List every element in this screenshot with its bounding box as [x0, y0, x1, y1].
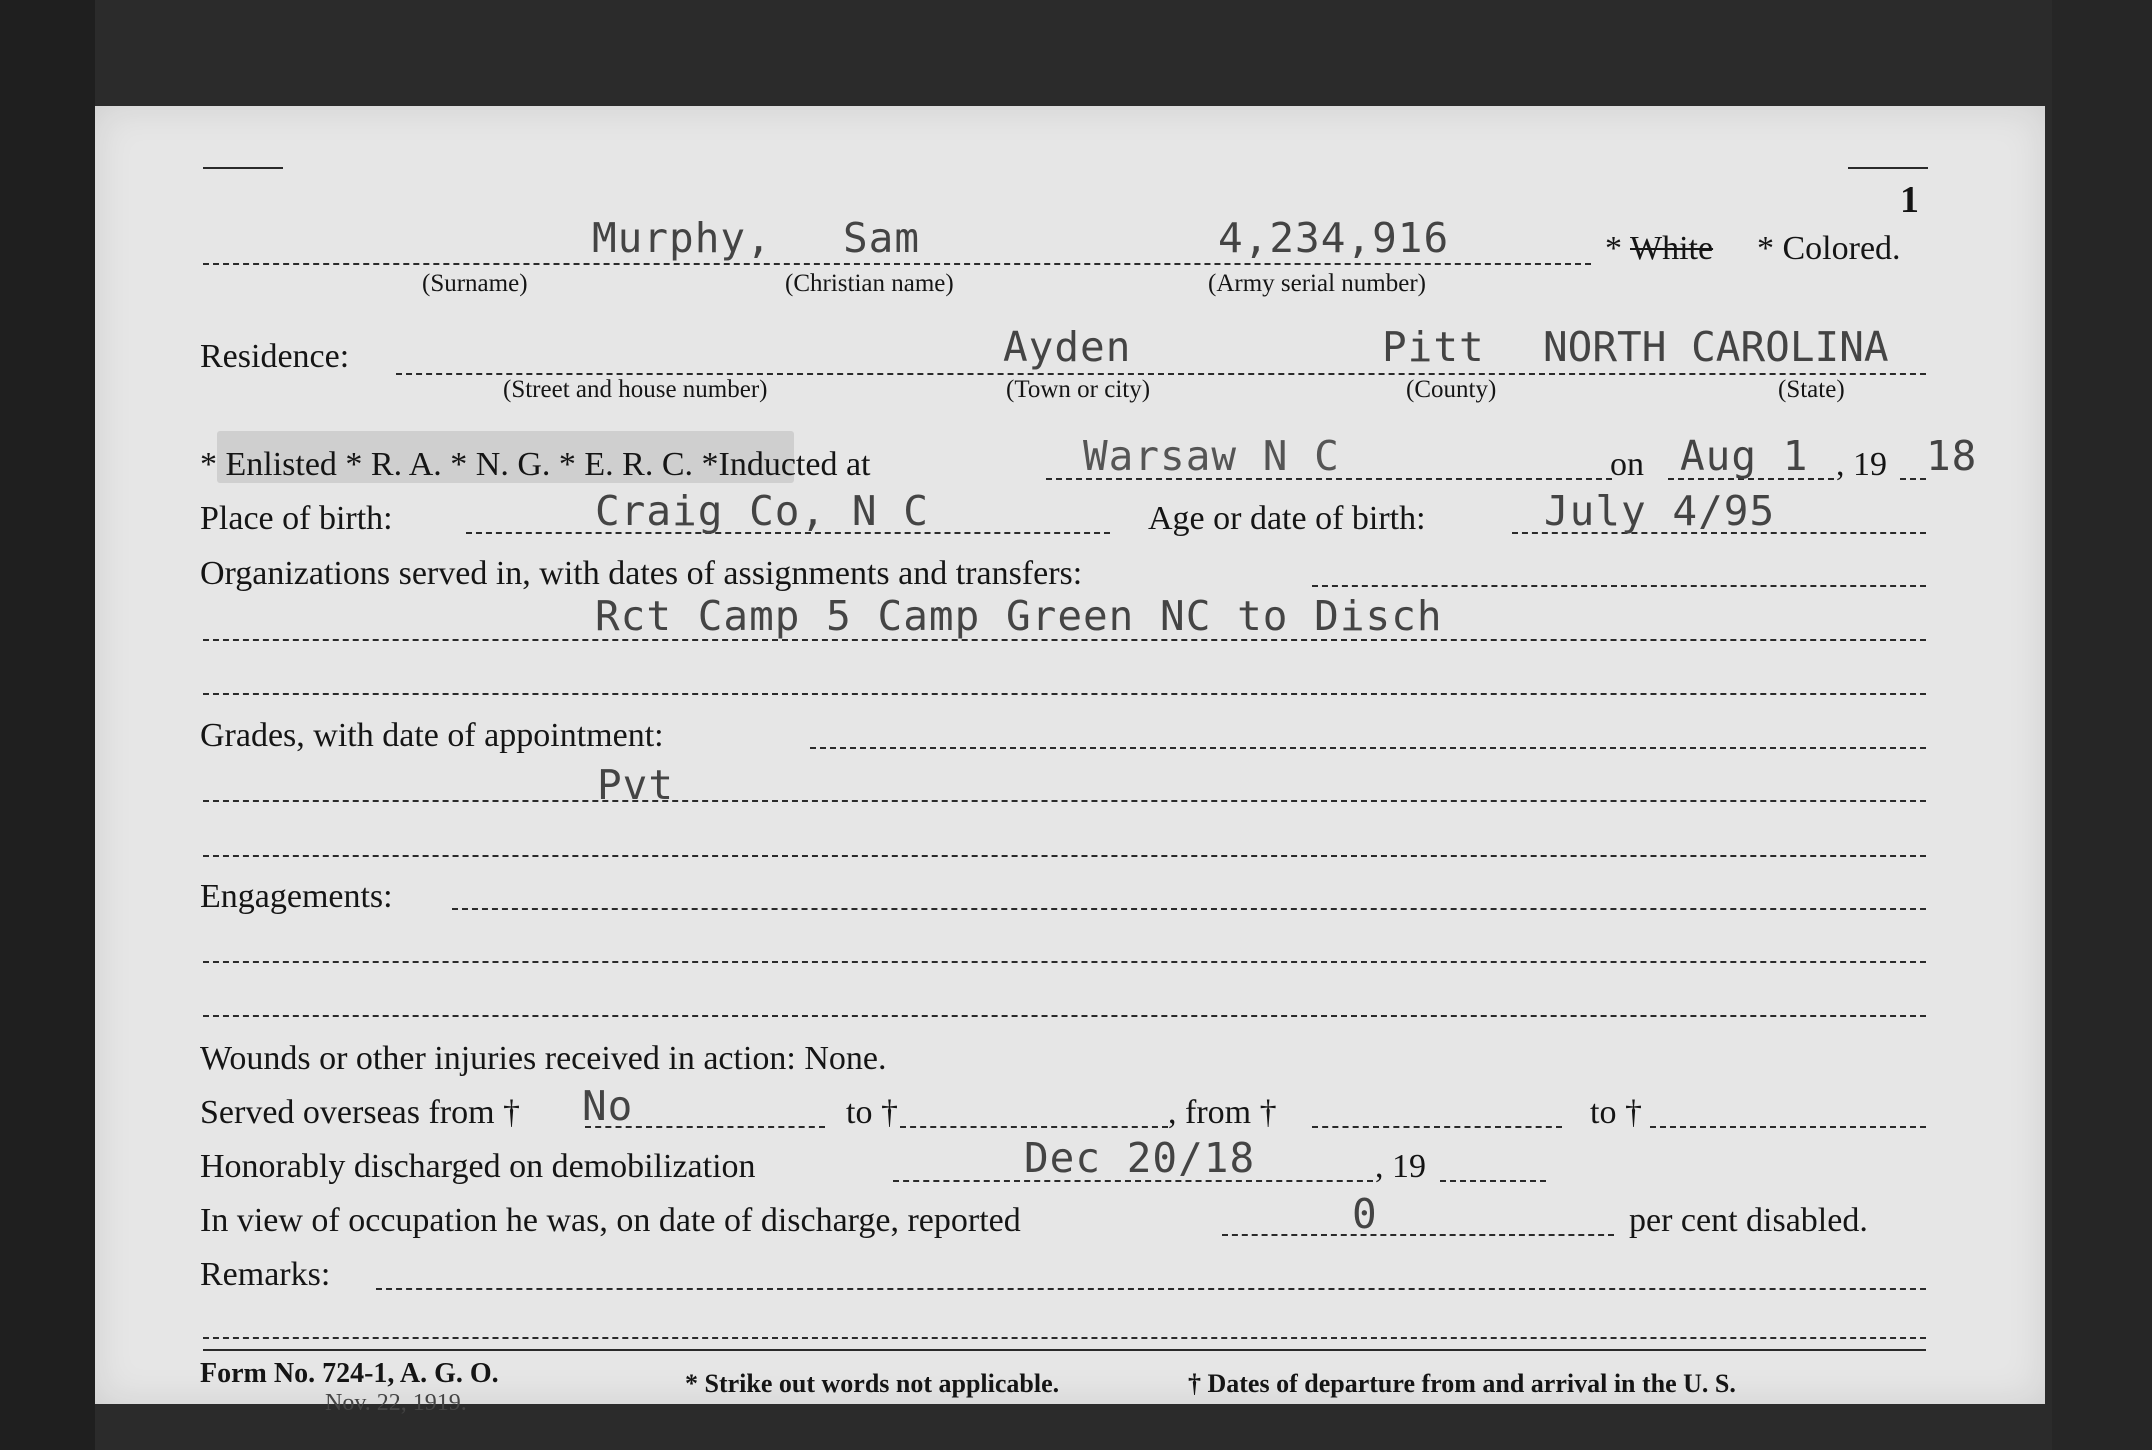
state-value: NORTH CAROLINA [1543, 323, 1889, 371]
grades-value: Pvt [597, 761, 675, 809]
top-right-rule [1848, 167, 1928, 169]
caption-county: (County) [1406, 376, 1497, 403]
disability-line [1222, 1234, 1614, 1236]
grades-line-2 [203, 800, 1926, 802]
discharge-date-value: Dec 20/18 [1024, 1134, 1256, 1182]
discharge-label: Honorably discharged on demobilization [200, 1148, 756, 1185]
form-number: Form No. 724-1, A. G. O. [200, 1358, 499, 1389]
christian-name-value: Sam [843, 214, 921, 262]
form-date: Nov. 22, 1919. [325, 1390, 467, 1416]
discharge-year-prefix: , 19 [1375, 1148, 1426, 1185]
serial-number-value: 4,234,916 [1218, 214, 1450, 262]
disability-label: In view of occupation he was, on date of discharge, reported [200, 1202, 1021, 1239]
wounds-label: Wounds or other injuries received in action: None. [200, 1040, 887, 1077]
engagements-line-1 [452, 908, 1926, 910]
discharge-year-line [1440, 1180, 1546, 1182]
caption-christian: (Christian name) [785, 270, 954, 297]
disability-value: 0 [1352, 1190, 1378, 1238]
town-value: Ayden [1003, 323, 1132, 371]
race-star: * [1605, 230, 1622, 267]
footnote-dates: † Dates of departure from and arrival in the U. S. [1188, 1369, 1736, 1398]
caption-surname: (Surname) [422, 270, 528, 297]
residence-line [396, 373, 1926, 375]
induction-date-value: Aug 1 [1680, 432, 1809, 480]
footer-rule [203, 1349, 1926, 1351]
year-prefix: , 19 [1836, 446, 1887, 483]
overseas-to-line [900, 1126, 1168, 1128]
overseas-value: No [582, 1082, 634, 1130]
overseas-to2-line [1650, 1126, 1926, 1128]
scan-edge-right [2052, 0, 2152, 1450]
remarks-label: Remarks: [200, 1256, 331, 1293]
caption-serial: (Army serial number) [1208, 270, 1426, 297]
race-white: White [1630, 230, 1714, 267]
grades-line-3 [203, 855, 1926, 857]
caption-street: (Street and house number) [503, 376, 768, 403]
organizations-label: Organizations served in, with dates of assignments and transfers: [200, 555, 1083, 592]
name-line [203, 263, 1591, 265]
engagements-line-3 [203, 1015, 1926, 1017]
overseas-label: Served overseas from † [200, 1094, 521, 1131]
grades-line-1 [810, 747, 1926, 749]
surname-value: Murphy, [592, 214, 772, 262]
overseas-from2-label: , from † [1168, 1094, 1277, 1131]
engagements-label: Engagements: [200, 878, 393, 915]
overseas-to-label: to † [846, 1094, 898, 1131]
place-of-birth-label: Place of birth: [200, 500, 393, 537]
top-left-rule [203, 167, 283, 169]
grades-label: Grades, with date of appointment: [200, 717, 664, 754]
remarks-line-2 [203, 1337, 1926, 1339]
card-number: 1 [1900, 179, 1919, 221]
organizations-line-3 [203, 693, 1926, 695]
race-colored: * Colored. [1757, 230, 1901, 267]
residence-label: Residence: [200, 338, 350, 375]
inducted-place-value: Warsaw N C [1083, 432, 1340, 480]
footnote-strike-out: * Strike out words not applicable. [685, 1369, 1060, 1398]
overseas-from2-line [1312, 1126, 1562, 1128]
overseas-to2-label: to † [1590, 1094, 1642, 1131]
scan-edge-left [0, 0, 95, 1450]
organizations-line-1 [1312, 585, 1926, 587]
disability-suffix: per cent disabled. [1629, 1202, 1868, 1239]
birth-date-value: July 4/95 [1544, 487, 1776, 535]
induction-year-value: 18 [1926, 432, 1978, 480]
remarks-line-1 [376, 1288, 1926, 1290]
organizations-value: Rct Camp 5 Camp Green NC to Disch [595, 592, 1443, 640]
county-value: Pitt [1382, 323, 1485, 371]
caption-town: (Town or city) [1006, 376, 1151, 403]
engagements-line-2 [203, 961, 1926, 963]
enlistment-type-label: * Enlisted * R. A. * N. G. * E. R. C. *Inducted at [200, 446, 871, 483]
year-line [1900, 478, 1926, 480]
caption-state: (State) [1778, 376, 1845, 403]
on-label: on [1610, 446, 1644, 483]
age-label: Age or date of birth: [1148, 500, 1426, 537]
place-of-birth-value: Craig Co, N C [595, 487, 929, 535]
